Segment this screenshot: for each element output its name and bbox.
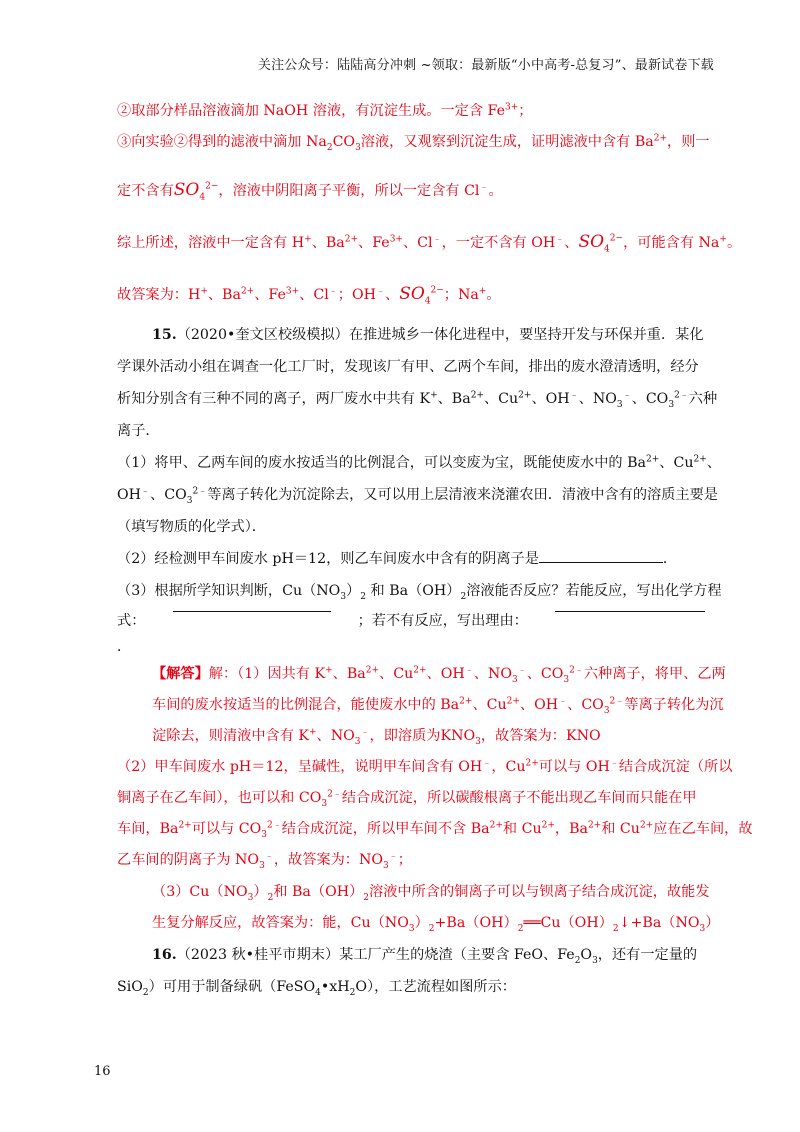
sulfate-ion-formula: $SO_4^{2-}$ (173, 180, 219, 203)
solution-line-2: 车间的废水按适当的比例混合，能使废水中的 $Ba^{2+}$、$Cu^{2+}$、OH﹣、$CO_3^{2﹣}$等离子转化为沉 (152, 696, 724, 716)
answer-final: 故答案为：H+、$Ba^{2+}$、$Fe^{3+}$、Cl﹣；OH﹣、$SO_4^{2-}$；Na+。 (117, 284, 501, 307)
solution-line-1: 【解答】解：（1）因共有 K+、$Ba^{2+}$、$Cu^{2+}$、OH﹣、$NO_3^﹣$、$CO_3^{2﹣}$六种离子，将甲、乙两 (152, 665, 726, 685)
q15-end-period: ． (117, 639, 132, 655)
answer-blank[interactable] (539, 561, 663, 563)
q15-part-2: （2）经检测甲车间废水 pH＝12，则乙车间废水中含有的阴离子是 ． (117, 551, 678, 567)
answer-step-3: ③向实验②得到的滤液中滴加 $Na_2CO_3$溶液，又观察到沉淀生成，证明滤液中含有 $Ba^{2+}$，则一 (117, 133, 710, 153)
q15-line-1: 15.（2020•奎文区校级模拟）在推进城乡一体化进程中，要坚持开发与环保并重．某化 (152, 327, 704, 343)
q15-line-2: 学课外活动小组在调查一化工厂时，发现该厂有甲、乙两个车间，排出的废水澄清透明，经分 (117, 359, 699, 375)
solution-line-4: （2）甲车间废水 pH＝12，呈碱性，说明甲车间含有 OH﹣，$Cu^{2+}$可以与 OH﹣结合成沉淀（所以 (117, 758, 733, 775)
reason-blank[interactable] (555, 610, 705, 612)
sulfate-ion-formula: $SO_4^{2-}$ (578, 232, 624, 255)
equation-blank[interactable] (173, 610, 331, 612)
solution-line-5: 铜离子在乙车间），也可以和 $CO_3^{2﹣}$结合成沉淀，所以碳酸根离子不能出现乙车间而只能在甲 (117, 789, 697, 809)
solution-line-9: 生复分解反应，故答案为：能，$Cu(NO_3)_2+Ba(OH)_2══Cu(OH)_2↓+Ba(NO_3)$ (152, 915, 720, 934)
answer-summary: 综上所述，溶液中一定含有 H+、$Ba^{2+}$、$Fe^{3+}$、Cl﹣，一定不含有 OH﹣、$SO_4^{2-}$，可能含有 Na+。 (117, 232, 742, 255)
solution-line-8: $(3)Cu(NO_3)_2$和 $Ba(OH)_2$溶液中所含的铜离子可以与钡离子结合成沉淀，故能发 (152, 884, 710, 903)
page-number: 16 (94, 1064, 111, 1079)
q16-line-1: 16.（2023 秋•桂平市期末）某工厂产生的烧渣（主要含 FeO、$Fe_2O_3$，还有一定量的 (152, 947, 698, 966)
question-number: 16. (152, 947, 177, 963)
q15-part-1-cont: OH﹣、$CO_3^{2﹣}$等离子转化为沉淀除去，又可以用上层清液来浇灌农田．清液中含有的溶质主要是 (117, 486, 718, 506)
question-number: 15. (152, 327, 177, 343)
answer-step-3-cont: 定不含有$SO_4^{2-}$，溶液中阴阳离子平衡，所以一定含有 Cl﹣。 (117, 180, 503, 203)
q15-line-4: 离子． (117, 423, 160, 439)
sulfate-ion-formula: $SO_4^{2-}$ (399, 284, 444, 307)
page-header: 关注公众号：陆陆高分冲刺 ~领取：最新版“小中高考-总复习”、最新试卷下载 (257, 58, 714, 73)
q15-part-3-cont: 式： ；若不有反应，写出理由： (117, 610, 705, 630)
q16-line-2: SiO$_2$）可用于制备绿矾$(FeSO_4•xH_2O)$，工艺流程如图所示： (117, 979, 516, 998)
q15-line-3: 析知分别含有三种不同的离子，两厂废水中共有 K+、$Ba^{2+}$、$Cu^{2+}$、OH﹣、$NO_3^﹣$、$CO_3^{2﹣}$六种 (117, 390, 718, 410)
solution-tag: 【解答】 (152, 666, 209, 682)
q15-part-1: （1）将甲、乙两车间的废水按适当的比例混合，可以变废为宝，既能使废水中的 $Ba^{2+}$、$Cu^{2+}$、 (117, 454, 721, 471)
solution-line-3: 淀除去，则清液中含有 K+、$NO_3^﹣$，即溶质为$KNO_3$，故答案为：KNO (152, 727, 601, 747)
solution-line-7: 乙车间的阴离子为 $NO_3^﹣$，故答案为：$NO_3^﹣$； (117, 851, 412, 871)
answer-step-2: ②取部分样品溶液滴加 NaOH 溶液，有沉淀生成。一定含 $Fe^{3+}$； (117, 102, 533, 119)
solution-line-6: 车间，$Ba^{2+}$可以与 $CO_3^{2﹣}$结合成沉淀，所以甲车间不含 $Ba^{2+}$和 $Cu^{2+}$，$Ba^{2+}$和 $Cu^{2+}$应在乙车间，故 (117, 820, 753, 840)
q15-part-1-end: （填写物质的化学式）． (117, 519, 266, 535)
q15-part-3: （3）根据所学知识判断，$Cu(NO_3)_2$ 和 $Ba(OH)_2$溶液能否反应？若能反应，写出化学方程 (117, 583, 722, 602)
